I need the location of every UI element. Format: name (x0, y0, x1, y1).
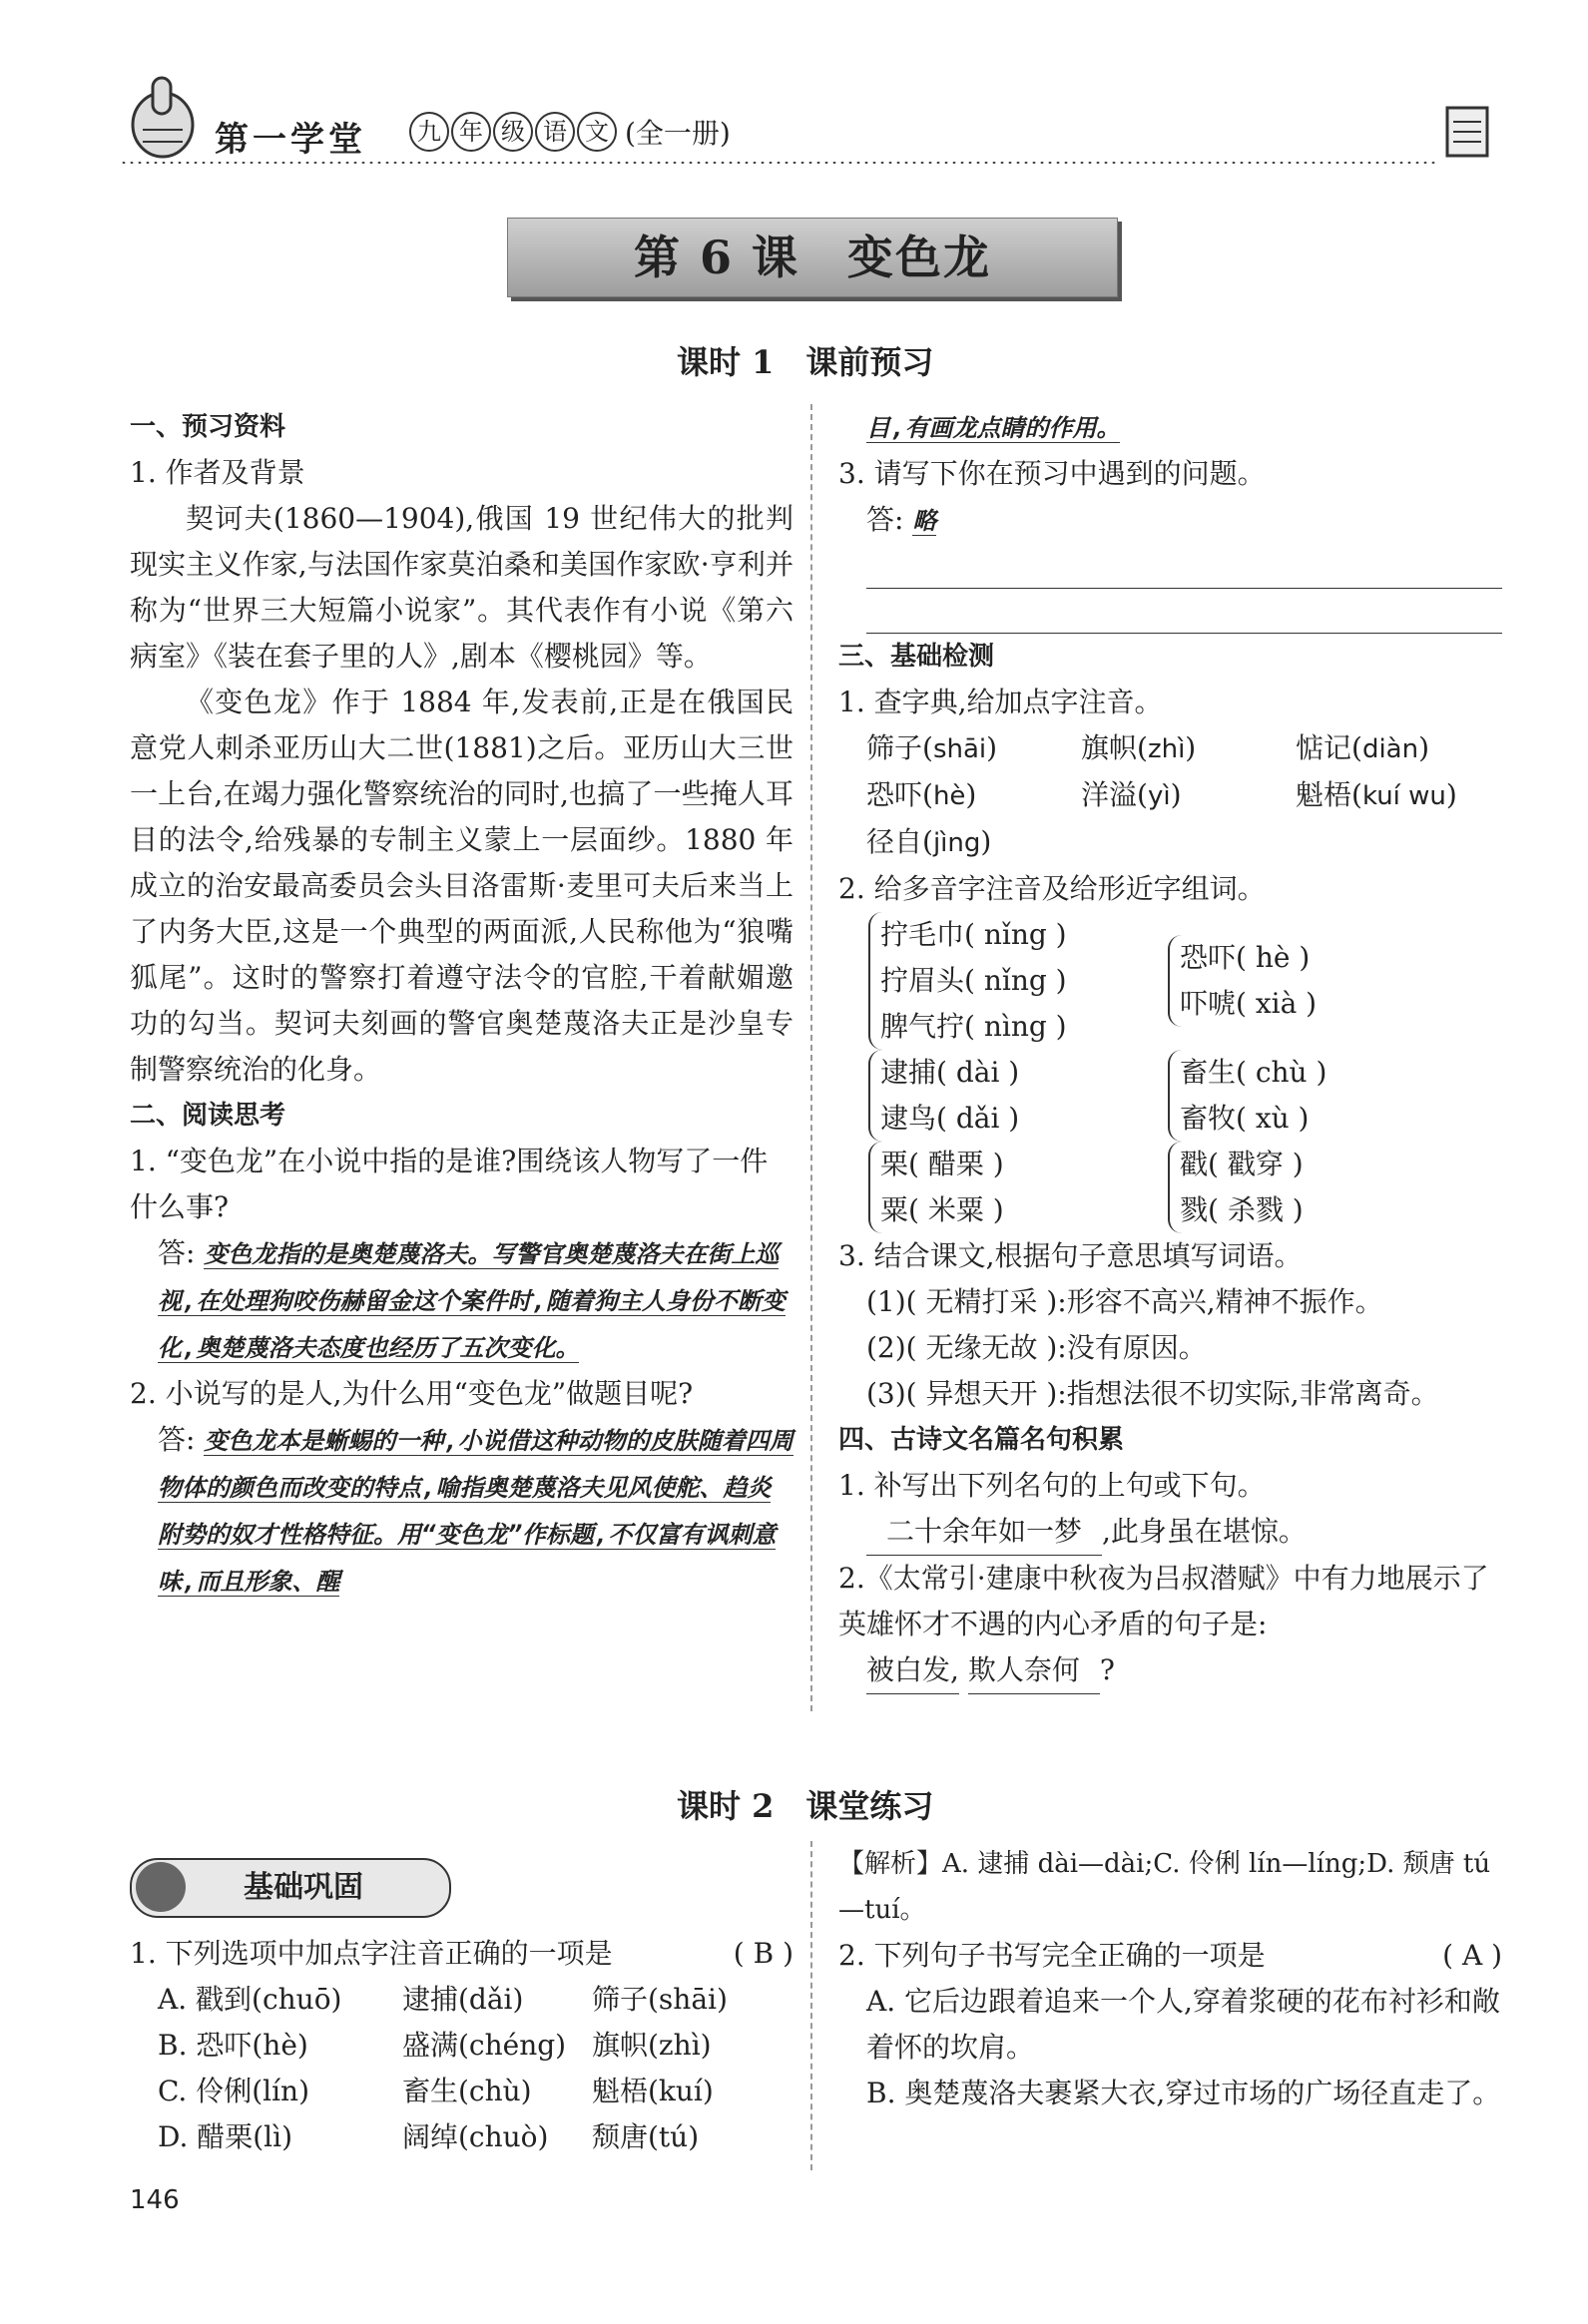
question: 2. 小说写的是人,为什么用“变色龙”做题目呢? (130, 1377, 694, 1410)
blank-line (866, 544, 1502, 589)
group-item: 逮鸟( dǎi ) (880, 1102, 1020, 1135)
pinyin-grid (838, 725, 1502, 866)
question: 3. 结合课文,根据句子意思填写词语。 (838, 1239, 1303, 1272)
section-title: 三、基础检测 (838, 642, 995, 672)
analysis: 【解析】A. 逮捕 dài—dài;C. 伶俐 lín—líng;D. 颓唐 tú—tuí。 (838, 1849, 1491, 1925)
blank-line (866, 589, 1502, 634)
question: 1. 下列选项中加点字注音正确的一项是 (130, 1937, 613, 1970)
word-group (1168, 935, 1465, 1027)
group-item: 拧眉头( nǐng ) (880, 964, 1067, 997)
question-mark: ? (1099, 1653, 1115, 1686)
brand-name: 第一学堂 (215, 120, 366, 160)
polyphone-grid (838, 912, 1502, 1233)
question: 2. 下列句子书写完全正确的一项是 (838, 1939, 1266, 1972)
column-divider (810, 1841, 812, 2170)
exercise-1 (130, 1931, 794, 2160)
pinyin-item: 魁梧(kuí wu) (1296, 778, 1457, 811)
question: 1. 查字典,给加点字注音。 (838, 686, 1163, 718)
answer: ( B ) (733, 1937, 794, 1970)
poem-fill (838, 1647, 1502, 1694)
group-item: 逮捕( dài ) (880, 1056, 1020, 1089)
notebook-icon (1437, 100, 1497, 160)
handwritten-answer: 变色龙本是蜥蜴的一种,小说借这种动物的皮肤随着四周物体的颜色而改变的特点,喻指奥楚蔑洛夫见风使舵、趋炎附势的奴才性格特征。用“变色龙”作标题,不仅富有讽刺意味,而且形象、醒 (158, 1427, 794, 1596)
fill-item: (2)( 无缘无故 ):没有原因。 (866, 1331, 1207, 1364)
grade-char: 文 (577, 112, 617, 152)
handwritten-answer: 二十余年如一梦 (866, 1509, 1102, 1556)
group-item: 粟( 米粟 ) (880, 1193, 1004, 1226)
option: B. 奥楚蔑洛夫裹紧大衣,穿过市场的广场径直走了。 (866, 2077, 1501, 2109)
pinyin-item: 径自(jìng) (866, 825, 992, 858)
period2-title: 课时 2 课堂练习 (677, 1787, 934, 1825)
option-row: A. 戳到(chuō) 逮捕(dǎi) 筛子(shāi) (158, 1983, 728, 2016)
section-title: 一、预习资料 (130, 412, 286, 442)
handwritten-answer: 变色龙指的是奥楚蔑洛夫。写警官奥楚蔑洛夫在街上巡视,在处理狗咬伤赫留金这个案件时,随着狗主人身份不断变化,奥楚蔑洛夫态度也经历了五次变化。 (158, 1240, 786, 1362)
section-title: 二、阅读思考 (130, 1101, 286, 1131)
question-title: 1. 作者及背景 (130, 456, 305, 489)
handwritten-answer: 略 (912, 507, 937, 535)
pinyin-item: 筛子(shāi) (866, 731, 998, 764)
question: 3. 请写下你在预习中遇到的问题。 (838, 457, 1266, 490)
lesson-title: 第 6 课 变色龙 (507, 218, 1118, 297)
fill-item: (3)( 异想天开 ):指想法很不切实际,非常离奇。 (866, 1377, 1439, 1410)
handwritten-answer: 目,有画龙点睛的作用。 (866, 414, 1121, 442)
handwritten-answer: 被白发, (866, 1647, 959, 1694)
group-item: 戳( 戳穿 ) (1180, 1148, 1304, 1180)
edition: (全一册) (625, 117, 731, 150)
grade-char: 级 (493, 112, 533, 152)
header-divider (120, 160, 1437, 166)
pinyin-item: 洋溢(yì) (1081, 778, 1182, 811)
group-item: 恐吓( hè ) (1180, 941, 1311, 974)
right-column (838, 404, 1502, 1694)
pill-label: 基础巩固 (244, 1870, 363, 1905)
fill-item: (1)( 无精打采 ):形容不高兴,精神不振作。 (866, 1285, 1383, 1318)
question: 1. “变色龙”在小说中指的是谁?围绕该人物写了一件什么事? (130, 1145, 769, 1223)
period1-title: 课时 1 课前预习 (677, 343, 934, 381)
thumbs-up-icon (136, 1862, 186, 1912)
group-item: 拧毛巾( nǐng ) (880, 918, 1067, 951)
answer-label: 答: (158, 1236, 196, 1269)
option: A. 它后边跟着追来一个人,穿着浆硬的花布衬衫和敞着怀的坎肩。 (866, 1985, 1500, 2064)
answer-label: 答: (866, 503, 904, 536)
option-row: B. 恐吓(hè) 盛满(chéng) 旗帜(zhì) (158, 2029, 712, 2062)
grade-char: 语 (535, 112, 575, 152)
option-row: D. 醋栗(lì) 阔绰(chuò) 颓唐(tú) (158, 2120, 700, 2153)
poem-rest: ,此身虽在堪惊。 (1102, 1515, 1307, 1548)
word-group (868, 912, 1166, 1050)
grade-char: 九 (409, 112, 449, 152)
grade-subject (409, 112, 731, 152)
handwritten-answer: 欺人奈何 (968, 1647, 1100, 1694)
section-title: 四、古诗文名篇名句积累 (838, 1425, 1125, 1455)
question: 2.《太常引·建康中秋夜为吕叔潜赋》中有力地展示了英雄怀才不遇的内心矛盾的句子是: (838, 1562, 1489, 1640)
section-pill (130, 1858, 451, 1918)
left-column (130, 404, 794, 1605)
paragraph: 契诃夫(1860—1904),俄国 19 世纪伟大的批判现实主义作家,与法国作家莫泊桑和美国作家欧·亨利并称为“世界三大短篇小说家”。其代表作有小说《第六病室》《装在套子里的人》,剧本《樱桃园》等。 (130, 502, 794, 673)
word-group (1168, 1050, 1465, 1142)
page-number: 146 (130, 2185, 180, 2215)
group-item: 栗( 醋栗 ) (880, 1148, 1004, 1180)
answer-label: 答: (158, 1423, 196, 1456)
thumbs-up-mascot-icon (118, 70, 208, 170)
answer: ( A ) (1442, 1939, 1502, 1972)
question: 1. 补写出下列名句的上句或下句。 (838, 1469, 1266, 1502)
word-group (868, 1050, 1166, 1142)
word-group (868, 1142, 1166, 1233)
paragraph: 《变色龙》作于 1884 年,发表前,正是在俄国民意党人刺杀亚历山大二世(1881)之后。亚历山大三世一上台,在竭力强化警察统治的同时,也搞了一些掩人耳目的法令,给残暴的专制主义蒙上一层面纱。1880 年成立的治安最高委员会头目洛雷斯·麦里可夫后来当上了内务大臣,这是一个典型的两面派,人民称他为“狼嘴狐尾”。这时的警察打着遵守法令的官腔,干着献媚邀功的勾当。契诃夫刻画的警官奥楚蔑洛夫正是沙皇专制警察统治的化身。 (130, 686, 794, 1086)
group-item: 畜生( chù ) (1180, 1056, 1327, 1089)
group-item: 脾气拧( nìng ) (880, 1010, 1067, 1043)
pinyin-item: 旗帜(zhì) (1081, 731, 1197, 764)
pinyin-item: 恐吓(hè) (866, 778, 977, 811)
column-divider (810, 404, 812, 1711)
group-item: 戮( 杀戮 ) (1180, 1193, 1304, 1226)
exercise-right (838, 1841, 1502, 2116)
group-item: 吓唬( xià ) (1180, 987, 1318, 1020)
poem-fill (838, 1509, 1502, 1556)
pinyin-item: 惦记(diàn) (1296, 731, 1430, 764)
word-group (1168, 1142, 1465, 1233)
answer (130, 1417, 794, 1605)
question: 2. 给多音字注音及给形近字组词。 (838, 872, 1266, 905)
grade-char: 年 (451, 112, 491, 152)
option-row: C. 伶俐(lín) 畜生(chù) 魁梧(kuí) (158, 2075, 714, 2107)
answer (130, 1230, 794, 1371)
group-item: 畜牧( xù ) (1180, 1102, 1310, 1135)
